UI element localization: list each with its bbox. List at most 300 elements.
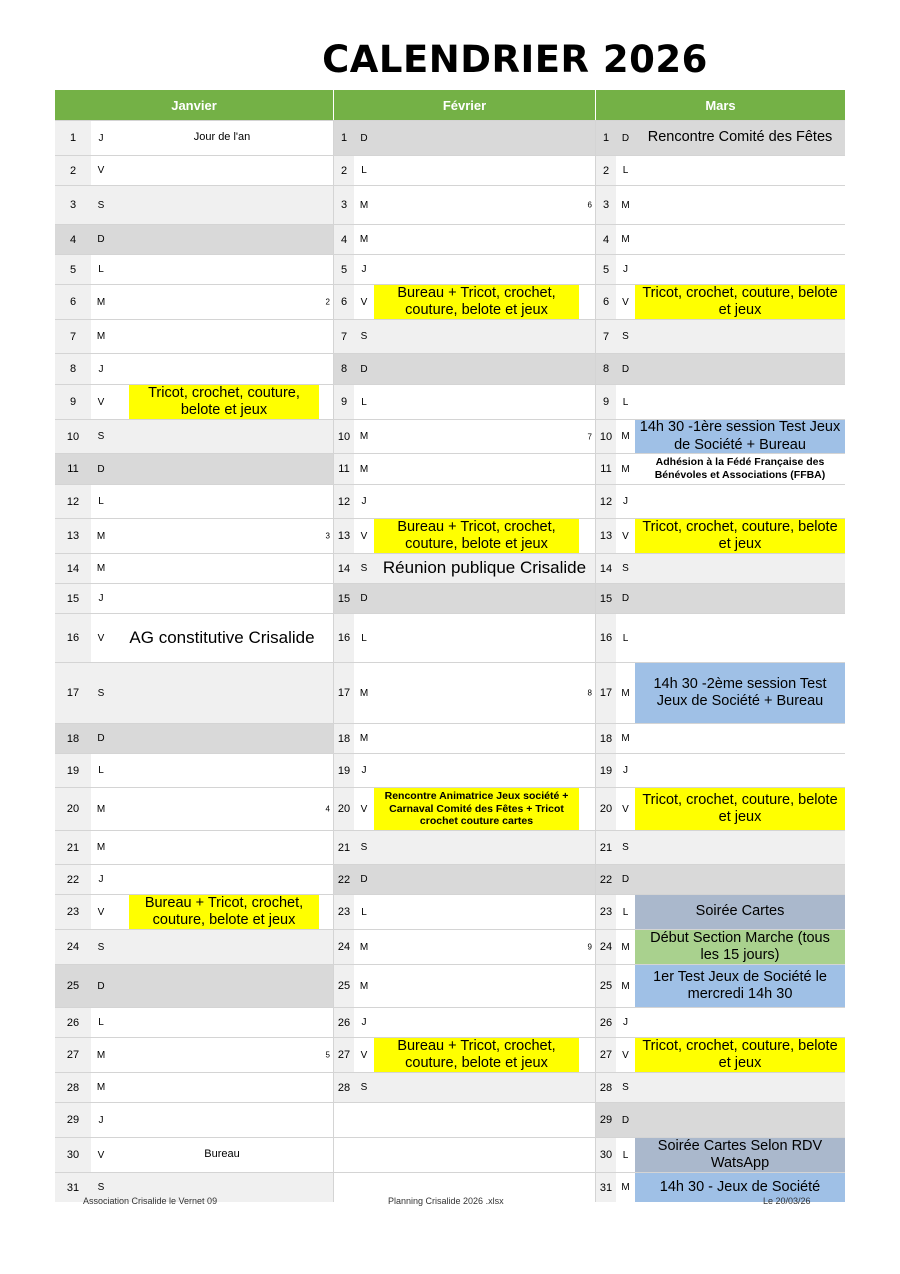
day-cell (334, 1103, 596, 1137)
day-letter: L (354, 895, 374, 929)
day-number: 8 (334, 354, 354, 384)
day-content (635, 1103, 845, 1137)
day-letter: J (354, 754, 374, 787)
calendar-row (55, 224, 845, 254)
day-number: 8 (596, 354, 616, 384)
day-content (111, 554, 333, 583)
event-label: Tricot, crochet, couture, belote et jeux (635, 788, 845, 830)
event-label: 14h 30 -1ère session Test Jeux de Société + Bureau (635, 420, 845, 453)
day-letter: M (616, 965, 635, 1007)
day-number: 14 (596, 554, 616, 583)
day-cell (596, 255, 845, 284)
day-cell (55, 754, 334, 787)
calendar-row (55, 787, 845, 830)
day-number: 6 (334, 285, 354, 319)
week-number: 9 (587, 942, 592, 952)
calendar-row (55, 964, 845, 1007)
day-cell (55, 1103, 334, 1137)
day-content (374, 1103, 595, 1137)
day-number: 28 (596, 1073, 616, 1102)
calendar-row (55, 1037, 845, 1072)
day-cell (334, 754, 596, 787)
day-content (374, 225, 595, 254)
day-number: 12 (55, 485, 91, 518)
day-letter: M (91, 1073, 111, 1102)
day-number: 25 (596, 965, 616, 1007)
day-content (111, 930, 333, 964)
day-cell (596, 1103, 845, 1137)
day-content (111, 1038, 333, 1072)
day-letter: M (354, 420, 374, 453)
day-cell (55, 831, 334, 864)
day-content (635, 788, 845, 830)
day-cell (55, 614, 334, 662)
day-content (111, 865, 333, 894)
day-number: 2 (55, 156, 91, 185)
day-letter: D (616, 121, 635, 155)
day-cell (334, 663, 596, 723)
day-content (374, 255, 595, 284)
day-letter: M (616, 420, 635, 453)
calendar-row (55, 353, 845, 384)
day-number: 30 (55, 1138, 91, 1172)
day-letter: J (354, 255, 374, 284)
day-letter: M (91, 320, 111, 353)
day-number: 8 (55, 354, 91, 384)
day-letter: M (91, 1038, 111, 1072)
day-number: 27 (55, 1038, 91, 1072)
day-number: 9 (334, 385, 354, 419)
day-number: 5 (596, 255, 616, 284)
day-number: 19 (334, 754, 354, 787)
day-number: 22 (55, 865, 91, 894)
day-letter: D (91, 225, 111, 254)
event-label: Bureau (204, 1148, 240, 1161)
month-header-mars: Mars (596, 90, 845, 120)
day-cell (596, 156, 845, 185)
event-label: Réunion publique Crisalide (382, 558, 587, 578)
day-letter: V (354, 285, 374, 319)
day-letter: S (91, 930, 111, 964)
day-number: 2 (596, 156, 616, 185)
day-cell (55, 1073, 334, 1102)
calendar-row (55, 1102, 845, 1137)
day-cell (55, 121, 334, 155)
day-cell (334, 965, 596, 1007)
day-number: 28 (55, 1073, 91, 1102)
day-content (111, 754, 333, 787)
day-cell (596, 788, 845, 830)
day-letter: J (354, 485, 374, 518)
day-number: 10 (334, 420, 354, 453)
day-number: 9 (596, 385, 616, 419)
day-cell (334, 385, 596, 419)
day-content (635, 724, 845, 753)
day-letter: S (616, 320, 635, 353)
day-number: 27 (334, 1038, 354, 1072)
day-number: 18 (334, 724, 354, 753)
day-number: 30 (596, 1138, 616, 1172)
day-letter: V (354, 519, 374, 553)
day-content (374, 121, 595, 155)
day-number: 22 (596, 865, 616, 894)
day-number: 7 (596, 320, 616, 353)
day-content (111, 724, 333, 753)
day-number: 11 (596, 454, 616, 484)
day-cell (596, 225, 845, 254)
day-cell (596, 554, 845, 583)
day-number: 1 (55, 121, 91, 155)
day-letter: D (91, 454, 111, 484)
day-letter: M (616, 1173, 635, 1202)
day-letter: V (91, 156, 111, 185)
day-letter: L (354, 614, 374, 662)
day-cell (334, 1038, 596, 1072)
day-content (374, 519, 595, 553)
day-letter: L (616, 895, 635, 929)
week-number: 6 (587, 200, 592, 210)
day-letter: L (91, 255, 111, 284)
day-cell (596, 320, 845, 353)
day-number: 16 (55, 614, 91, 662)
day-content (635, 965, 845, 1007)
footer-center: Planning Crisalide 2026 .xlsx (388, 1196, 504, 1206)
day-cell (596, 584, 845, 613)
day-number: 6 (55, 285, 91, 319)
day-content (635, 320, 845, 353)
day-number: 17 (596, 663, 616, 723)
day-cell (596, 930, 845, 964)
day-cell (55, 385, 334, 419)
day-content (374, 865, 595, 894)
day-number: 31 (596, 1173, 616, 1202)
day-letter: L (91, 754, 111, 787)
day-number: 26 (596, 1008, 616, 1037)
day-content (111, 831, 333, 864)
day-number: 7 (334, 320, 354, 353)
calendar-row (55, 583, 845, 613)
day-cell (334, 454, 596, 484)
day-cell (55, 320, 334, 353)
day-number: 2 (334, 156, 354, 185)
event-label: Tricot, crochet, couture, belote et jeux (635, 519, 845, 553)
day-number: 15 (55, 584, 91, 613)
week-number: 5 (325, 1050, 330, 1060)
day-cell (55, 865, 334, 894)
day-letter: V (354, 1038, 374, 1072)
day-cell (55, 519, 334, 553)
event-label: 1er Test Jeux de Société le mercredi 14h 30 (635, 965, 845, 1007)
day-number: 3 (55, 186, 91, 224)
day-number: 14 (55, 554, 91, 583)
day-number: 14 (334, 554, 354, 583)
day-content (374, 454, 595, 484)
day-content (111, 186, 333, 224)
day-letter (354, 1138, 374, 1172)
day-cell (596, 895, 845, 929)
day-content (635, 1173, 845, 1202)
day-cell (334, 614, 596, 662)
day-number: 10 (55, 420, 91, 453)
day-content (374, 584, 595, 613)
day-letter: D (616, 354, 635, 384)
footer-right: Le 20/03/26 (763, 1196, 811, 1206)
day-content (635, 121, 845, 155)
day-letter: S (91, 1173, 111, 1202)
day-content (111, 285, 333, 319)
day-number: 25 (55, 965, 91, 1007)
day-content (635, 584, 845, 613)
day-cell (55, 788, 334, 830)
event-label: Soirée Cartes Selon RDV WatsApp (635, 1138, 845, 1172)
day-content (635, 1138, 845, 1172)
day-cell (334, 156, 596, 185)
day-content (374, 320, 595, 353)
day-content (635, 831, 845, 864)
day-cell (55, 724, 334, 753)
week-number: 3 (325, 531, 330, 541)
day-letter: S (616, 1073, 635, 1102)
day-content (111, 614, 333, 662)
day-content (111, 1103, 333, 1137)
day-content (111, 663, 333, 723)
day-letter: L (354, 156, 374, 185)
day-content (374, 1038, 595, 1072)
day-cell (55, 255, 334, 284)
day-letter: D (354, 354, 374, 384)
day-content (374, 1008, 595, 1037)
day-content (635, 1008, 845, 1037)
day-number: 10 (596, 420, 616, 453)
day-letter: L (616, 1138, 635, 1172)
day-number: 20 (55, 788, 91, 830)
day-letter: D (354, 121, 374, 155)
day-content (635, 255, 845, 284)
day-number: 18 (55, 724, 91, 753)
day-content (635, 385, 845, 419)
day-number: 4 (334, 225, 354, 254)
day-number: 15 (334, 584, 354, 613)
week-number: 2 (325, 297, 330, 307)
calendar-row (55, 384, 845, 419)
day-letter: J (91, 1103, 111, 1137)
day-cell (334, 121, 596, 155)
day-number: 25 (334, 965, 354, 1007)
day-number: 1 (334, 121, 354, 155)
day-cell (334, 420, 596, 453)
day-content (374, 1073, 595, 1102)
event-label: Tricot, crochet, couture, belote et jeux (635, 1038, 845, 1072)
day-letter: D (354, 584, 374, 613)
event-label: Tricot, crochet, couture, belote et jeux (129, 385, 319, 419)
day-letter: D (91, 965, 111, 1007)
day-content (111, 255, 333, 284)
day-content (111, 1073, 333, 1102)
day-number: 26 (334, 1008, 354, 1037)
day-cell (334, 485, 596, 518)
day-letter: S (91, 663, 111, 723)
day-number: 19 (596, 754, 616, 787)
calendar-row (55, 894, 845, 929)
event-label: Rencontre Animatrice Jeux société + Carnaval Comité des Fêtes + Tricot crochet couture cartes (374, 788, 579, 830)
day-number: 21 (55, 831, 91, 864)
day-content (635, 754, 845, 787)
day-letter: M (91, 519, 111, 553)
day-letter: M (616, 454, 635, 484)
day-content (635, 1038, 845, 1072)
day-cell (334, 895, 596, 929)
day-content (374, 788, 595, 830)
day-cell (596, 385, 845, 419)
day-content (374, 420, 595, 453)
day-cell (596, 186, 845, 224)
day-number: 24 (596, 930, 616, 964)
day-letter: M (91, 554, 111, 583)
day-letter: S (91, 420, 111, 453)
day-content (374, 930, 595, 964)
day-content (635, 614, 845, 662)
calendar-row (55, 864, 845, 894)
calendar-row (55, 929, 845, 964)
calendar-row (55, 185, 845, 224)
day-cell (596, 663, 845, 723)
day-cell (334, 584, 596, 613)
day-cell (596, 420, 845, 453)
day-number (334, 1173, 354, 1202)
day-cell (334, 1138, 596, 1172)
day-number: 21 (596, 831, 616, 864)
day-cell (55, 1138, 334, 1172)
day-letter: L (616, 385, 635, 419)
day-number: 18 (596, 724, 616, 753)
day-content (374, 754, 595, 787)
day-number: 9 (55, 385, 91, 419)
calendar-row (55, 1007, 845, 1037)
day-content (374, 895, 595, 929)
day-cell (55, 485, 334, 518)
day-number: 5 (55, 255, 91, 284)
day-content (111, 485, 333, 518)
day-letter: J (616, 754, 635, 787)
day-cell (334, 285, 596, 319)
month-header-fevrier: Février (334, 90, 596, 120)
week-number: 7 (587, 432, 592, 441)
day-content (111, 584, 333, 613)
day-letter: M (354, 724, 374, 753)
day-content (111, 788, 333, 830)
day-letter: L (616, 614, 635, 662)
day-number: 29 (55, 1103, 91, 1137)
day-content (111, 895, 333, 929)
day-content (635, 225, 845, 254)
day-letter: J (616, 255, 635, 284)
day-letter: V (616, 519, 635, 553)
month-header-janvier: Janvier (55, 90, 334, 120)
day-number: 1 (596, 121, 616, 155)
day-number: 21 (334, 831, 354, 864)
calendar-row (55, 484, 845, 518)
day-number: 28 (334, 1073, 354, 1102)
event-label: Adhésion à la Fédé Française des Bénévoles et Associations (FFBA) (654, 456, 826, 481)
day-cell (334, 788, 596, 830)
day-cell (55, 1008, 334, 1037)
calendar-row (55, 120, 845, 155)
day-content (635, 186, 845, 224)
day-content (111, 965, 333, 1007)
day-letter: J (91, 354, 111, 384)
day-letter: M (616, 663, 635, 723)
day-letter (354, 1103, 374, 1137)
day-letter: S (91, 186, 111, 224)
day-number: 17 (334, 663, 354, 723)
calendar-row (55, 518, 845, 553)
day-content (635, 454, 845, 484)
day-number: 3 (596, 186, 616, 224)
day-content (635, 554, 845, 583)
day-content (635, 865, 845, 894)
day-letter: V (616, 1038, 635, 1072)
day-cell (55, 156, 334, 185)
day-letter: L (91, 485, 111, 518)
day-content (635, 420, 845, 453)
day-letter: M (616, 724, 635, 753)
day-letter: M (616, 186, 635, 224)
day-content (635, 485, 845, 518)
day-cell (596, 614, 845, 662)
day-number: 16 (596, 614, 616, 662)
day-letter: S (354, 320, 374, 353)
calendar-rows (55, 120, 845, 1202)
day-content (635, 1073, 845, 1102)
day-letter: D (354, 865, 374, 894)
day-content (111, 519, 333, 553)
day-letter: S (616, 554, 635, 583)
day-cell (334, 1073, 596, 1102)
calendar-row (55, 662, 845, 723)
page-title: CALENDRIER 2026 (322, 38, 708, 81)
day-cell (334, 320, 596, 353)
footer-left: Association Crisalide le Vernet 09 (83, 1196, 218, 1206)
day-content (374, 285, 595, 319)
day-content (111, 1008, 333, 1037)
day-letter: L (354, 385, 374, 419)
calendar-row (55, 155, 845, 185)
day-letter: M (616, 930, 635, 964)
day-number: 24 (55, 930, 91, 964)
day-content (374, 186, 595, 224)
day-content (374, 1138, 595, 1172)
day-content (374, 554, 595, 583)
day-letter: D (616, 584, 635, 613)
week-number: 4 (325, 804, 330, 814)
day-cell (596, 965, 845, 1007)
day-content (111, 320, 333, 353)
day-content (635, 930, 845, 964)
day-cell (596, 1038, 845, 1072)
day-cell (334, 255, 596, 284)
day-letter: M (354, 454, 374, 484)
day-content (111, 354, 333, 384)
day-cell (55, 1038, 334, 1072)
day-content (374, 354, 595, 384)
day-number: 4 (596, 225, 616, 254)
day-letter: J (91, 865, 111, 894)
day-letter: V (616, 285, 635, 319)
day-number: 27 (596, 1038, 616, 1072)
calendar-row (55, 1137, 845, 1172)
day-content (374, 485, 595, 518)
day-number: 13 (55, 519, 91, 553)
